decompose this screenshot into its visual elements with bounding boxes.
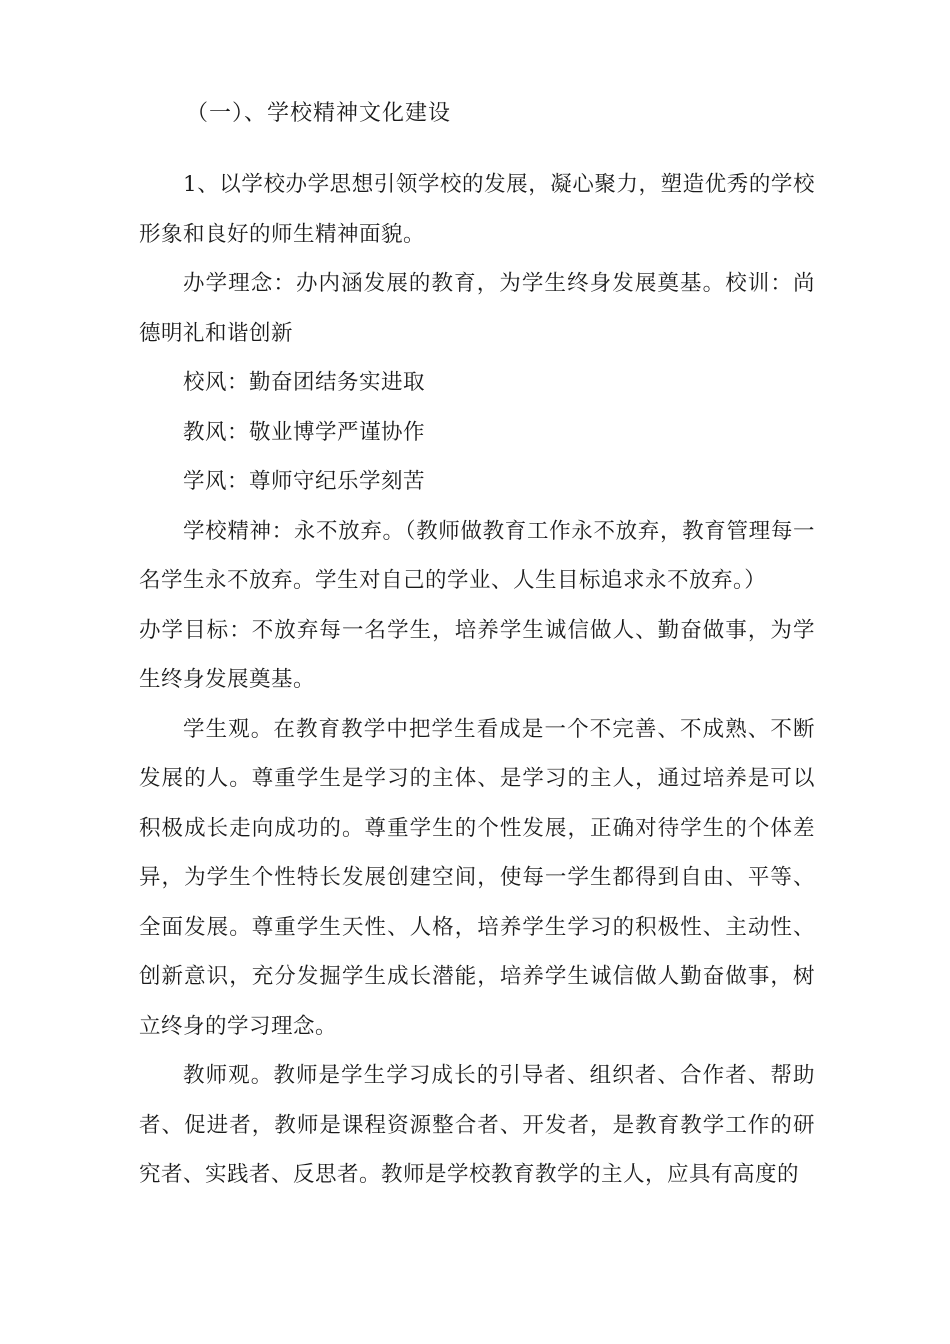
paragraph-teaching-style: 教风：敬业博学严谨协作 [183, 419, 426, 445]
document-body [139, 160, 815, 1200]
paragraph-school-philosophy: 办学理念：办内涵发展的教育，为学生终身发展奠基。校训：尚德明礼和谐创新 [139, 271, 815, 346]
paragraph-student-view: 学生观。在教育教学中把学生看成是一个不完善、不成熟、不断发展的人。尊重学生是学习的主体、是学习的主人，通过培养是可以积极成长走向成功的。尊重学生的个性发展，正确对待学生的个体差异，为学生个性特长发展创建空间，使每一学生都得到自由、平等、全面发展。尊重学生天性、人格，培养学生学习的积极性、主动性、创新意识，充分发掘学生成长潜能，培养学生诚信做人勤奋做事，树立终身的学习理念。 [139, 716, 815, 1039]
paragraph-school-thought: 1、以学校办学思想引领学校的发展，凝心聚力，塑造优秀的学校形象和良好的师生精神面貌。 [139, 172, 815, 247]
paragraph-teacher-view: 教师观。教师是学生学习成长的引导者、组织者、合作者、帮助者、促进者，教师是课程资源整合者、开发者，是教育教学工作的研究者、实践者、反思者。教师是学校教育教学的主人，应具有高度的 [139, 1063, 815, 1187]
paragraph-school-goal: 办学目标：不放弃每一名学生，培养学生诚信做人、勤奋做事，为学生终身发展奠基。 [139, 617, 815, 692]
paragraph-school-spirit: 学校精神：永不放弃。（教师做教育工作永不放弃，教育管理每一名学生永不放弃。学生对自己的学业、人生目标追求永不放弃。） [139, 518, 815, 593]
paragraph-learning-style: 学风：尊师守纪乐学刻苦 [183, 469, 426, 494]
section-heading: （一）、学校精神文化建设 [186, 101, 452, 126]
paragraph-school-style: 校风：勤奋团结务实进取 [183, 370, 426, 395]
